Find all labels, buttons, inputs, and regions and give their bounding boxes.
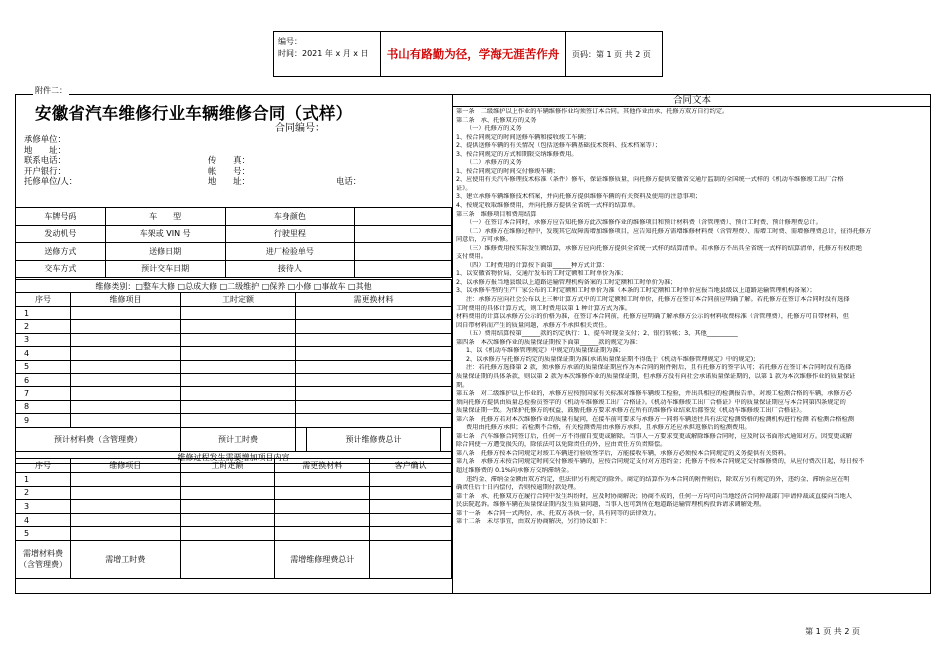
contract-clause-line: 2、以承修方报当地县级以上道路运输管理机构备案的工时定额和工时单价为准；: [456, 278, 677, 286]
contract-clause-line: 第八条 托修方按本合同规定对竣工车辆进行验收签字后，方能接收车辆，承修方必须按本合同规定的义务提供有关资料。: [456, 449, 791, 457]
table-cell: [296, 360, 452, 373]
table-cell: [71, 400, 181, 413]
table-row: [16, 500, 452, 514]
contract-clause-line: 第十一条 本合同一式两份，承、托双方各执一份，具有同等的法律效力。: [456, 509, 661, 517]
vehicle-cell: 车身颜色: [225, 208, 355, 226]
vehicle-cell: 送修日期: [105, 243, 225, 261]
number-label: 编号：: [278, 37, 302, 46]
row-number: 3: [16, 500, 71, 514]
contract-clause-line: 材料费用的计算以承修方公示的价格为准，在签订本合同前，托修方应明确了解承修方公示的材料收费标准（含管理费），托修方可自带材料，但: [456, 313, 849, 321]
contract-clause-line: 注：承修方应向社会公布以上三种计算方式中的工时定额和工时单价，托修方在签订本合同前应明确了解。若托修方在签订本合同时没有选择: [466, 296, 850, 304]
table-cell: [180, 486, 275, 500]
table-cell: [181, 387, 296, 400]
contract-clause-line: 第五条 对二级维护以上作业的，承修方应按照国家有关标准对维修车辆竣工检验，并出具相应的检测报告单，对竣工检测合格的车辆，承修方必: [456, 390, 852, 398]
contract-clause-line: 第二条 承、托修双方的义务: [456, 116, 537, 124]
table-cell: [370, 500, 452, 514]
contract-clause-line: 支付费用。: [456, 253, 487, 261]
table-row: [16, 527, 452, 541]
column-header: 需更换材料: [275, 459, 370, 473]
add-total-label: 需增维修理费总计: [275, 540, 370, 578]
row-number: 2: [16, 486, 71, 500]
contract-clause-line: 2、应使用有关汽车修理技术标准（条件）修车，保证维修质量，向托修方提供安徽省交通厅监制的全国统一式样的《机动车维修竣工出厂合格: [456, 176, 844, 184]
table-cell: [70, 473, 180, 487]
table-cell: [370, 473, 452, 487]
table-row: [16, 513, 452, 527]
contract-clause-line: （五）费用结算按第______款的约定执行：1、提车时现金支付；2、银行转帐；3、其他__________: [466, 330, 738, 338]
vehicle-cell: 预计交车日期: [105, 260, 225, 278]
estimate-material-label: 预计材料费（含管理费）: [16, 427, 181, 451]
contract-clause-line: 因自带材料而产生的质量问题，承修方不承担相关责任。: [456, 321, 611, 329]
contract-clause-line: 第六条 托修方若对本次维修作业的质量有疑问，在接车前可要求与承修方一同将车辆送往具有法定检测资格的检测机构进行检测 若检测合格检测: [456, 415, 854, 423]
table-cell: [70, 500, 180, 514]
contract-clause-line: 2、提供送修车辆的有关情况（包括送修车辆基础技术资料、技术档案等）；: [456, 142, 662, 150]
contract-clause-line: 质量保证期的具体条款，则以第 2 款为本次维修作业的质量保证期，但承修方没有向社会承诺质量保证期的，以第 1 款为本次维修作业的质量保证: [456, 372, 856, 380]
estimate-row: [16, 427, 452, 451]
table-cell: [71, 387, 181, 400]
contract-clause-line: 4、按规定收取维修费用，并向托修方提供全省统一式样的结算单。: [456, 202, 640, 210]
table-row: [16, 486, 452, 500]
info-label: 联系电话：: [24, 155, 66, 166]
table-cell: [296, 347, 452, 360]
table-cell: [180, 527, 275, 541]
contract-clause-line: 1、以安徽省物价局、交通厅发布的工时定额和工时单价为准；: [456, 270, 627, 278]
contract-clause-line: 须向托修方提供由质量总检验员签字的《机动车维修竣工出厂合格证》。《机动车维修竣工出厂合格证》中的质量保证期应与本合同第四条规定的: [456, 398, 846, 406]
row-number: 9: [16, 414, 71, 427]
page-footer: 第 1 页 共 2 页: [805, 627, 860, 636]
contract-clause-line: （一）在签订本合同时，承修方应告知托修方此次维修作业的维修项目和预计材料费（含管理费）、预计工时费、预计修理费总计。: [466, 219, 822, 227]
contract-text-title: 合同文本: [453, 95, 931, 107]
contract-clause-line: 民法院起诉。维修车辆在质量保证期内发生质量问题，当事人也可到所在地道路运输管理机构投诉请求调解处理。: [456, 501, 766, 509]
table-cell: [71, 307, 181, 320]
column-header: 维修项目: [70, 459, 180, 473]
additional-items-table: [15, 458, 452, 579]
vehicle-cell: 接待人: [225, 260, 355, 278]
table-cell: [275, 473, 370, 487]
info-label: 托修单位/人：: [24, 176, 78, 187]
contract-clause-line: 除合同使一方遭受损失的，除依法可以免除责任的外，应由责任方负责赔偿。: [456, 441, 667, 449]
table-cell: [370, 513, 452, 527]
table-cell: [296, 333, 452, 346]
table-cell: [70, 513, 180, 527]
vehicle-cell: 车牌号码: [16, 208, 106, 226]
add-section-title: 维修过程发生需要增加项目内容: [16, 451, 452, 463]
table-cell: [296, 307, 452, 320]
header-meta: [274, 32, 381, 76]
contract-clause-line: （一）托修方的义务: [466, 125, 522, 133]
row-number: 8: [16, 400, 71, 413]
contract-clause-line: （三）维修费用按实际发生额结算，承修方应向托修方提供全省统一式样的结算清单。若承修方不出具全省统一式样的结算清单，托修方有权拒绝: [466, 244, 862, 252]
slogan: 书山有路勤为径，学海无涯苦作舟: [381, 32, 566, 76]
row-number: 6: [16, 373, 71, 386]
contract-clause-line: 1、以《机动车维修管理规定》中规定的质量保证期为准；: [466, 347, 625, 355]
vehicle-cell: [355, 225, 452, 243]
vehicle-cell: 交车方式: [16, 260, 106, 278]
contract-clause-line: 同意后，方可承修。: [456, 236, 512, 244]
column-header: 维修项目: [71, 293, 181, 307]
table-cell: [180, 540, 275, 578]
table-cell: [181, 307, 296, 320]
contract-clause-line: 费用由托修方承担；若检测不合格，有关检测费用由承修方承担，且承修方还应承担返修后的检测费用。: [466, 424, 751, 432]
info-label: 地 址：: [208, 176, 250, 187]
table-cell: [296, 320, 452, 333]
row-number: 5: [16, 360, 71, 373]
info-label: 帐 号：: [208, 165, 250, 176]
table-cell: [71, 333, 181, 346]
column-header: 客户确认: [370, 459, 452, 473]
table-row: [16, 387, 452, 400]
page-title: 安徽省汽车维修行业车辆维修合同（式样）: [35, 104, 353, 123]
table-cell: [275, 486, 370, 500]
table-row: [16, 400, 452, 413]
table-cell: [275, 513, 370, 527]
contract-clause-line: 第十二条 未尽事宜，由双方协商解决，另行协议如下：: [456, 518, 611, 526]
contract-clause-line: 违约金、滞纳金金额由双方约定，但法律另有规定的除外。商定的结算作为本合同的附件附后，除双方另有规定的外，违约金、滞纳金应在明: [466, 475, 850, 483]
contract-form: [15, 86, 452, 594]
table-cell: [71, 347, 181, 360]
contract-clause-line: 确责任后十日内偿付，否则按逾期付款处理。: [456, 484, 580, 492]
column-header: 需更换材料: [296, 293, 452, 307]
contract-clause-line: 第十条 承、托修双方在履行合同中发生纠纷时，应及时协商解决；协商不成的，任何一方均可向当地经济合同仲裁部门申请仲裁或直接向当地人: [456, 492, 852, 500]
contract-clause-line: 期。: [456, 381, 469, 389]
row-number: 7: [16, 387, 71, 400]
table-cell: [181, 400, 296, 413]
estimate-labor-label: 预计工时费: [181, 427, 296, 451]
contract-clause-line: 2、以承修方与托修方约定的质量保证期为准(承诺质量保证期不得低于《机动车维修管理规定》中的规定);: [466, 355, 756, 363]
table-row: [16, 373, 452, 386]
table-cell: [181, 320, 296, 333]
time-label: 时间：2021 年 x 月 x 日: [278, 49, 369, 58]
contract-clause-line: 证》。: [456, 184, 472, 192]
row-number: 3: [16, 333, 71, 346]
contract-clause-line: （四）工时费用的计算按下面第______种方式计算：: [466, 261, 609, 269]
column-header: 工时定额: [181, 293, 296, 307]
row-number: 4: [16, 513, 71, 527]
vehicle-cell: 进厂检验单号: [225, 243, 355, 261]
vehicle-cell: [355, 243, 452, 261]
table-cell: [71, 320, 181, 333]
table-cell: [181, 333, 296, 346]
vehicle-cell: 行驶里程: [225, 225, 355, 243]
table-cell: [180, 473, 275, 487]
contract-clause-line: 第九条 承修方未按合同规定时间交付修竣车辆的，应按合同规定支付对方违约金；托修方不按本合同规定交付维修费的，从应付费次日起，每日按不: [456, 458, 865, 466]
table-cell: [181, 414, 296, 427]
table-cell: [275, 500, 370, 514]
contract-clause-line: 超过维修费的 0.1%向承修方交纳滞纳金。: [456, 466, 573, 474]
row-number: 4: [16, 347, 71, 360]
table-cell: [181, 347, 296, 360]
contract-clause-line: （二）承修方在维修过程中，发现其它故障需增加维修项目，应告知托修方需增维修材料费（含管理费）、需增工时费、需增修理费总计，征得托修方: [466, 227, 872, 235]
table-cell: [70, 527, 180, 541]
column-header: 工时定额: [180, 459, 275, 473]
contract-text-panel: [452, 94, 931, 594]
row-number: 5: [16, 527, 71, 541]
info-label: 地 址：: [24, 144, 66, 155]
table-cell: [71, 414, 181, 427]
table-cell: [370, 486, 452, 500]
contract-clause-line: （二）承修方的义务: [466, 159, 522, 167]
add-header-row: [16, 459, 452, 473]
vehicle-row: [16, 260, 452, 278]
table-cell: [71, 373, 181, 386]
table-row: [16, 347, 452, 360]
vehicle-row: [16, 243, 452, 261]
row-number: 1: [16, 307, 71, 320]
add-material-label: 需增材料费（含管理费）: [16, 540, 71, 578]
vehicle-cell: [355, 260, 452, 278]
vehicle-table: [15, 207, 452, 278]
vehicle-cell: [355, 208, 452, 226]
table-cell: [440, 427, 451, 451]
items-header-row: [16, 293, 452, 307]
contract-clause-line: 注：若托修方选择第 2 款，须承修方承诺的质量保证期应作为本合同的附件附后，且有托修方的签字认可；若托修方在签订本合同时没有选择: [466, 364, 852, 372]
row-number: 2: [16, 320, 71, 333]
table-cell: [296, 414, 452, 427]
contract-clause-line: 质量保证期一致。为保护托修方的权益，鼓励托修方要求承修方在所有的维修作业结束后都签发《机动车维修竣工出厂合格证》。: [456, 407, 806, 415]
table-cell: [370, 527, 452, 541]
attachment-label: 附件二：: [35, 86, 67, 95]
repair-type-row: [16, 280, 452, 293]
table-cell: [370, 540, 452, 578]
table-cell: [275, 527, 370, 541]
table-cell: [296, 373, 452, 386]
add-fee-row: [16, 540, 452, 578]
page-label: 页码：第 1 页 共 2 页: [572, 49, 651, 59]
document-header: [273, 31, 663, 77]
info-label: 开户银行：: [24, 165, 66, 176]
info-label: 承修单位：: [24, 134, 66, 144]
contract-clause-line: 第四条 本次维修作业的质量保证期按下面第______款的规定为准：: [456, 338, 642, 346]
estimate-total-label: 预计维修费总计: [307, 427, 441, 451]
info-label: 传 真：: [208, 155, 250, 166]
contract-clause-line: 3、按合同规定的方式和期限交纳维修费用。: [456, 150, 578, 158]
contract-clause-line: 工时费用的具体计算方式，则工时费用以第 1 种计算方式为准。: [456, 304, 631, 312]
table-row: [16, 333, 452, 346]
table-cell: [180, 513, 275, 527]
vehicle-cell: 车 型: [105, 208, 225, 226]
add-labor-label: 需增工时费: [70, 540, 180, 578]
contract-clause-line: 3、建立承修车辆维修技术档案，并向托修方提供维修车辆的有关资料及使用的注意事项；: [456, 193, 702, 201]
table-cell: [180, 500, 275, 514]
vehicle-cell: 送修方式: [16, 243, 106, 261]
table-row: [16, 473, 452, 487]
contract-clause-line: 1、按合同规定的时间送修车辆和接收竣工车辆；: [456, 133, 590, 141]
table-cell: [181, 373, 296, 386]
column-header: 序号: [16, 293, 71, 307]
table-row: [16, 307, 452, 320]
vehicle-cell: 车架或 VIN 号: [105, 225, 225, 243]
table-row: [16, 360, 452, 373]
column-header: 序号: [16, 459, 71, 473]
contract-clause-line: 3、以承修车型的生产厂家公布的工时定额和工时单价为准（本条的工时定额和工时单价应报当地县级以上道路运输管理机构备案）；: [456, 287, 816, 295]
table-cell: [296, 387, 452, 400]
info-label: 电话：: [336, 176, 362, 187]
contract-clause-line: 第七条 汽车维修合同签订后，任何一方不得擅自变更或解除。当事人一方要求变更或解除维修合同时，应及时以书面形式通知对方。因变更或解: [456, 432, 852, 440]
contract-text-body: [453, 107, 931, 527]
contract-number-label: 合同编号：: [275, 123, 325, 134]
table-cell: [71, 360, 181, 373]
vehicle-row: [16, 225, 452, 243]
table-cell: [296, 427, 307, 451]
table-cell: [181, 360, 296, 373]
vehicle-row: [16, 208, 452, 226]
repair-items-table: [15, 279, 452, 464]
table-row: [16, 320, 452, 333]
vehicle-cell: 发动机号: [16, 225, 106, 243]
table-row: [16, 414, 452, 427]
contract-clause-line: 1、按合同规定的时间交付修竣车辆；: [456, 167, 559, 175]
row-number: 1: [16, 473, 71, 487]
table-cell: [296, 400, 452, 413]
contract-clause-line: 第一条 二级维护以上作业的车辆维修作业均须签订本合同。其他作业由承、托修方双方自行约定。: [456, 108, 729, 115]
repair-type-options: 维修类别：□整车大修 □总成大修 □二级维护 □保养 □小修 □事故车 □其他: [16, 280, 452, 293]
table-cell: [70, 486, 180, 500]
contract-clause-line: 第三条 维修项目和费用结算: [456, 210, 537, 218]
